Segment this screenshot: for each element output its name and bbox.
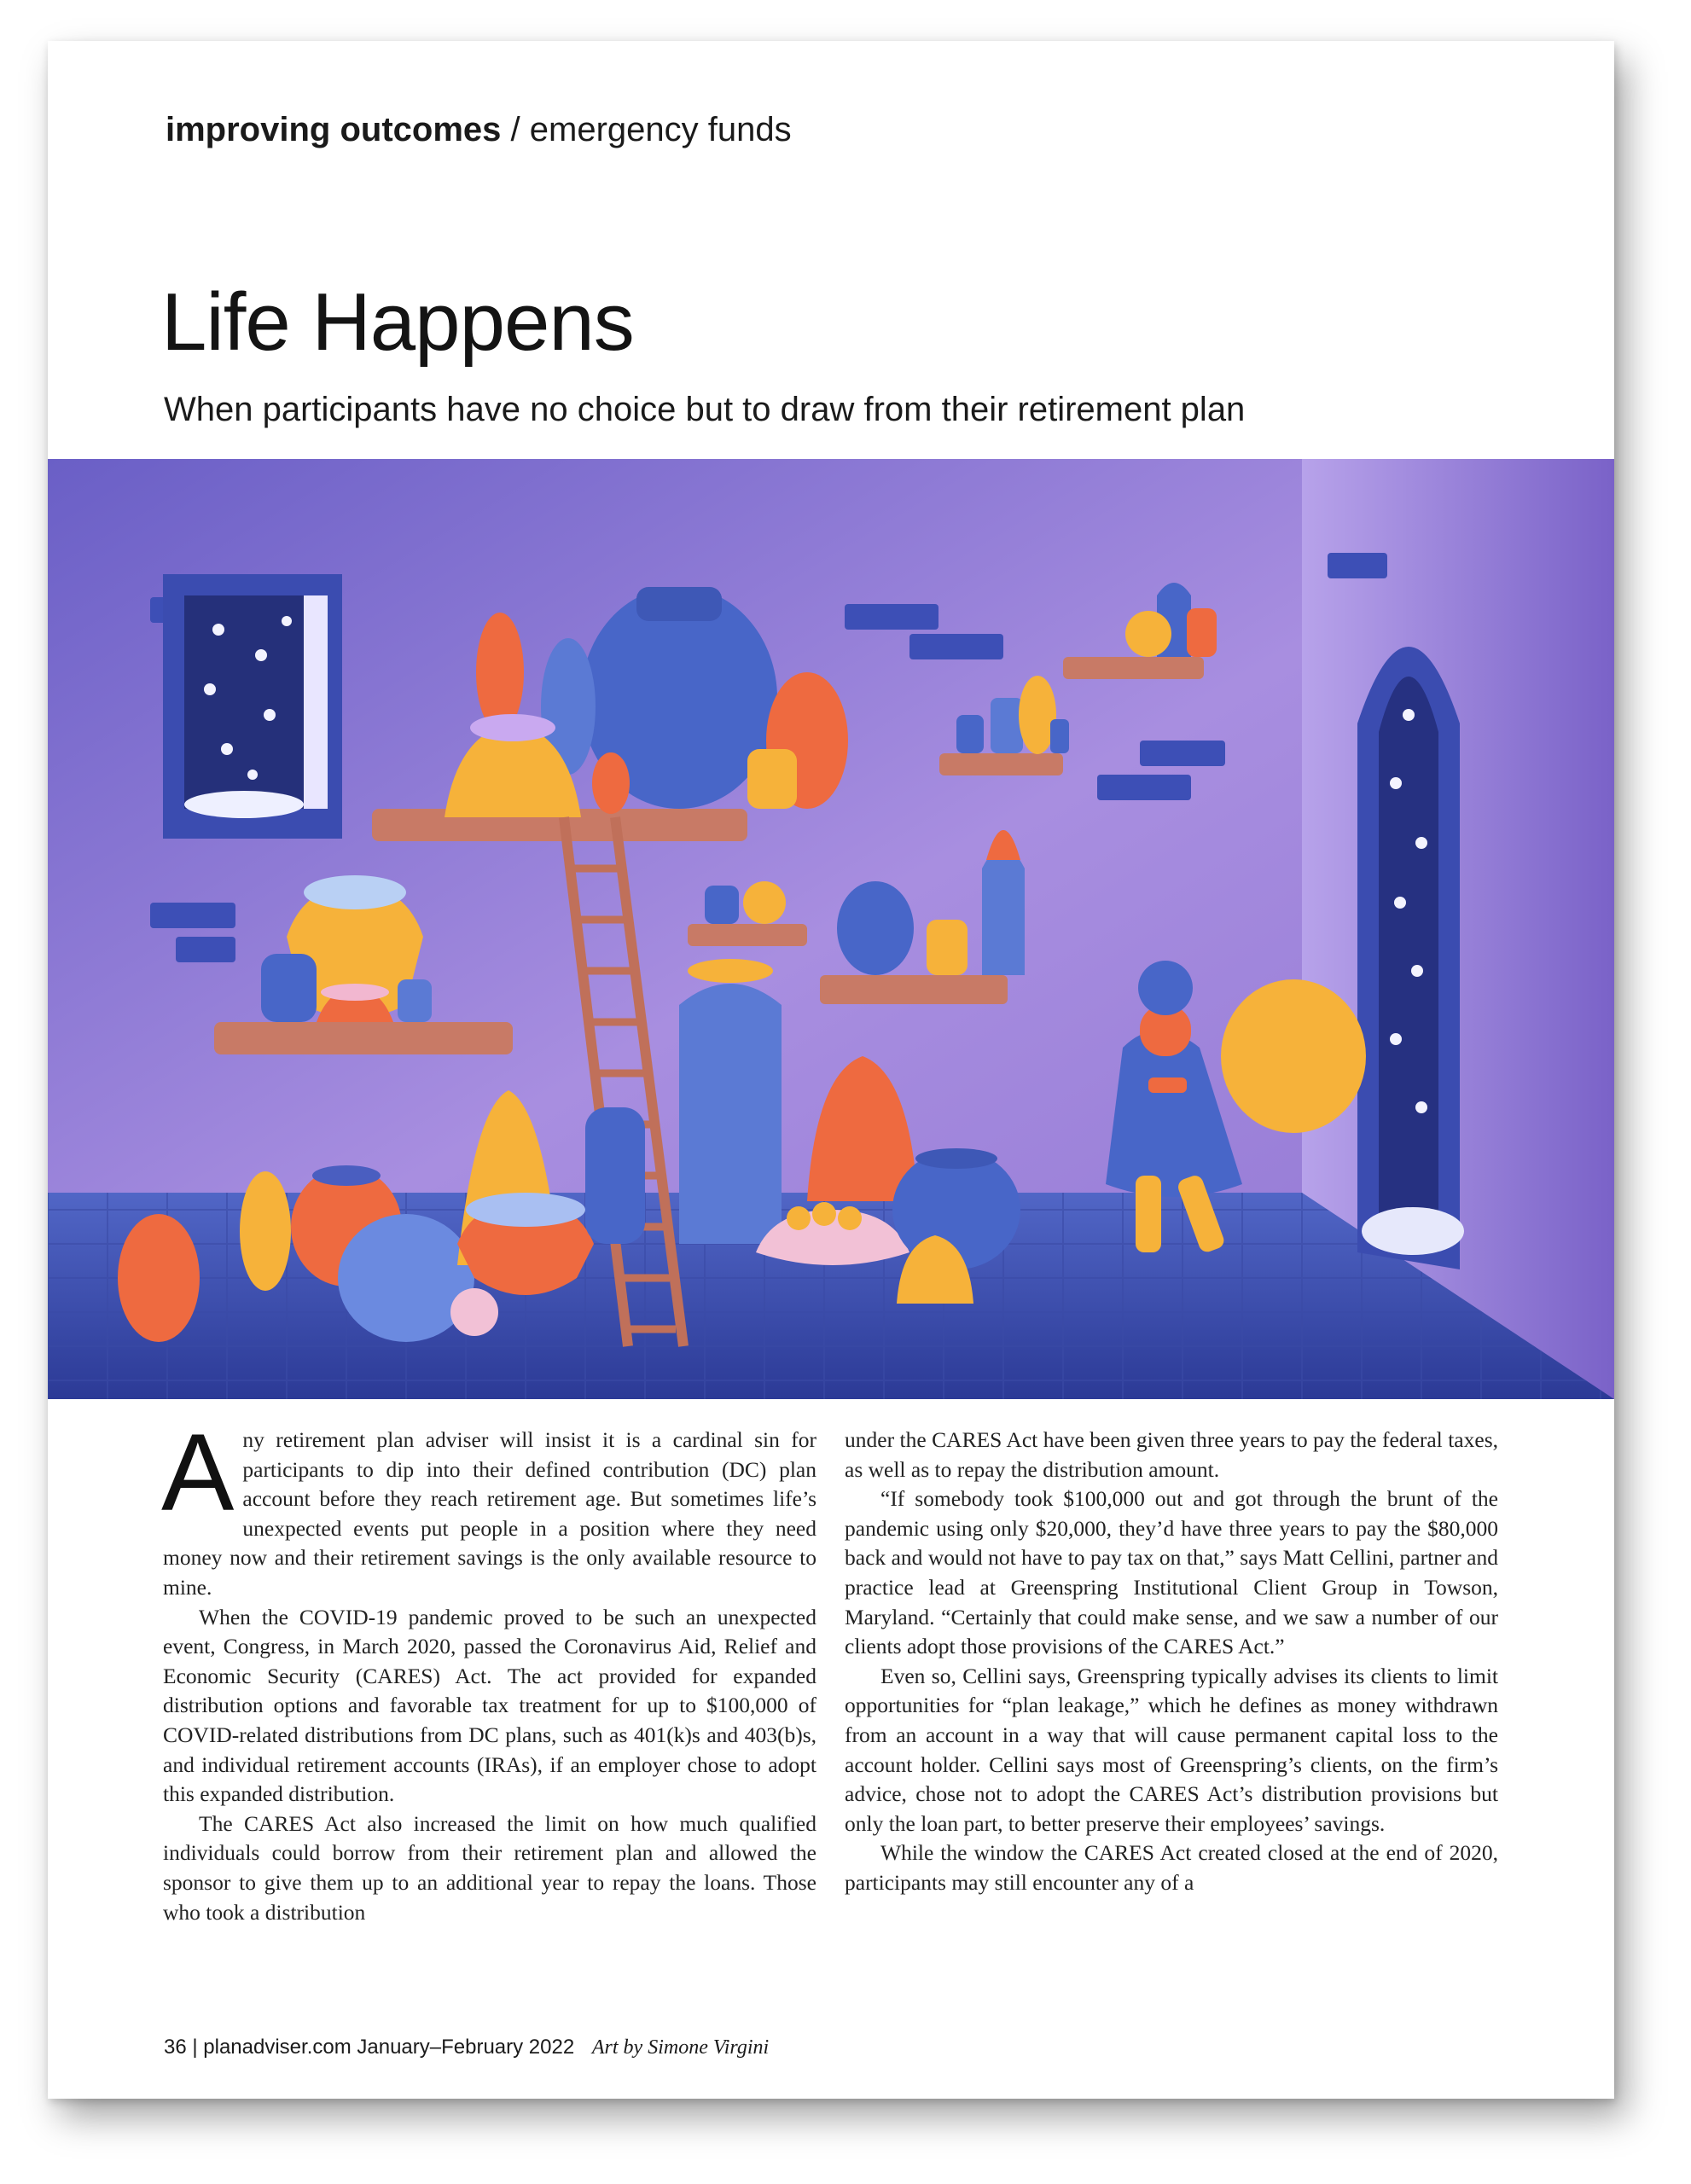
paragraph: While the window the CARES Act created closed at the end of 2020, participants may still encounter any of a — [845, 1840, 1498, 1895]
paragraph: Even so, Cellini says, Greenspring typically advises its clients to limit opportunities for “plan leakage,” which he defines as money withdrawn from an account in a way that will cause permanent capital loss to the account holder. Cellini says most of Greenspring’s clients, on the firm’s advice, chose not to adopt the CARES Act’s distribution provisions but only the loan part, to better preserve their employees’ savings. — [845, 1663, 1498, 1836]
page-number: 36 — [164, 2036, 187, 2059]
art-credit: Art by Simone Virgini — [591, 2036, 770, 2059]
topic-name: emergency funds — [529, 111, 792, 148]
section-name: improving outcomes — [166, 111, 502, 148]
article-subtitle: When participants have no choice but to draw from their retirement plan — [164, 391, 1246, 428]
paragraph: under the CARES Act have been given three years to pay the federal taxes, as well as to repay the distribution amount. — [845, 1427, 1498, 1482]
body-column-left — [161, 1412, 816, 1927]
section-kicker — [166, 111, 792, 149]
kicker-separator: / — [510, 111, 520, 148]
page-footer — [164, 2036, 769, 2059]
drop-cap: A — [161, 1412, 235, 1534]
footer-separator: | — [192, 2036, 198, 2059]
paragraph: “If somebody took $100,000 out and got through the brunt of the pandemic using only $20,000, they’d have three years to pay the $80,000 back and would not have to pay tax on that,” says Matt Cellini, partner and practice lead at Greenspring Institutional Client Group in Towson, Maryland. “Certainly that could make sense, and we saw a number of our clients adopt those provisions of the CARES Act.” — [845, 1486, 1498, 1659]
magazine-page — [48, 41, 1614, 2099]
window — [163, 574, 342, 839]
article-title: Life Happens — [161, 276, 634, 368]
paragraph: When the COVID-19 pandemic proved to be such an unexpected event, Congress, in March 2020, passed the Coronavirus Aid, Relief and Economic Security (CARES) Act. The act provided for expanded distribution options and favorable tax treatment for up to $100,000 of COVID-related distributions from DC plans, such as 401(k)s and 403(b)s, and individual retirement accounts (IRAs), if an employer chose to adopt this expanded distribution. — [163, 1604, 816, 1807]
paragraph: Any retirement plan adviser will insist it is a cardinal sin for participants to dip into their defined contribution (DC) plan account before they reach retirement age. But sometimes life’s unexpected events put people in a position where they need money now and their retirement savings is the only available resource to mine. — [161, 1412, 816, 1600]
paragraph: The CARES Act also increased the limit on how much qualified individuals could borrow from their retirement plan and allowed the sponsor to give them up to an additional year to repay the loans. Those who took a distribution — [163, 1810, 816, 1925]
arched-doorway — [1357, 647, 1464, 1269]
illustration — [48, 459, 1614, 1399]
publication-info: planadviser.com January–February 2022 — [203, 2036, 575, 2059]
body-column-right — [845, 1426, 1498, 1898]
